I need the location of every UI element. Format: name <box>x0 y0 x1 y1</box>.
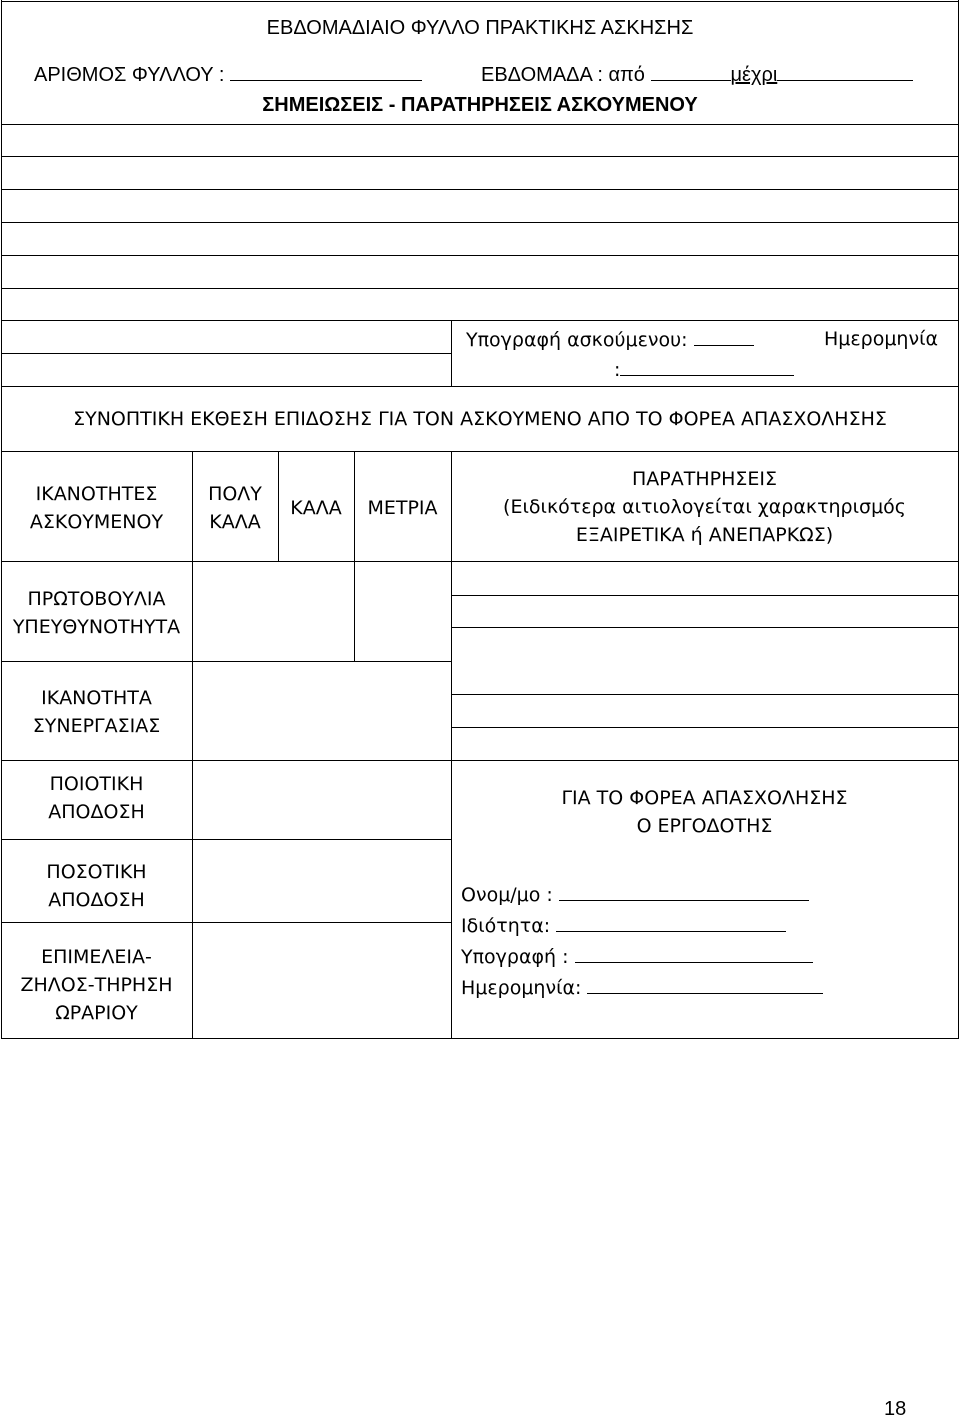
col-header-good: ΚΑΛΑ <box>290 497 342 519</box>
week-from-blank[interactable] <box>651 60 731 81</box>
trainee-date-label: Ημερομηνία <box>824 328 939 350</box>
skill-cooperation-line2: ΣΥΝΕΡΓΑΣΙΑΣ <box>32 715 161 737</box>
col-header-very-good <box>192 480 278 536</box>
remarks-line[interactable] <box>451 694 958 695</box>
employer-date-label: Ημερομηνία: <box>461 977 582 999</box>
employer-name-field[interactable] <box>461 880 809 908</box>
week-until-blank[interactable] <box>777 60 913 81</box>
col-header-remarks-line2: (Ειδικότερα αιτιολογείται χαρακτηρισμός <box>503 496 906 518</box>
skill-row-line <box>1 760 959 761</box>
employer-heading-line2: Ο ΕΡΓΟΔΟΤΗΣ <box>636 815 773 837</box>
notes-title: ΣΗΜΕΙΩΣΕΙΣ - ΠΑΡΑΤΗΡΗΣΕΙΣ ΑΣΚΟΥΜΕΝΟΥ <box>262 94 698 116</box>
signoff-bottom-line <box>1 386 959 387</box>
frame-top <box>1 1 959 2</box>
skill-diligence-line3: ΩΡΑΡΙΟΥ <box>55 1002 138 1024</box>
col-header-very-good-line2: ΚΑΛΑ <box>209 511 261 533</box>
trainee-date-blank[interactable] <box>620 355 794 376</box>
frame-bottom <box>1 1038 959 1039</box>
notes-line[interactable] <box>1 255 959 256</box>
skill-cooperation-line1: ΙΚΑΝΟΤΗΤΑ <box>41 687 152 709</box>
grid-col-1 <box>192 451 193 1039</box>
trainee-signature-field[interactable] <box>466 325 754 354</box>
skill-quantity-line1: ΠΟΣΟΤΙΚΗ <box>46 861 147 883</box>
sheet-number-field[interactable] <box>34 60 422 89</box>
col-header-very-good-line1: ΠΟΛΥ <box>208 483 262 505</box>
employer-date-field[interactable] <box>461 973 823 1001</box>
trainee-signature-blank[interactable] <box>694 325 754 346</box>
skill-quality <box>1 770 192 826</box>
notes-line[interactable] <box>1 156 959 157</box>
page-number: 18 <box>884 1398 907 1420</box>
notes-line[interactable] <box>1 189 959 190</box>
notes-line[interactable] <box>1 288 959 289</box>
sheet-number-blank[interactable] <box>230 60 422 81</box>
employer-name-label: Ονομ/μο : <box>461 884 553 906</box>
skill-quality-line2: ΑΠΟΔΟΣΗ <box>48 801 145 823</box>
col-header-remarks-line1: ΠΑΡΑΤΗΡΗΣΕΙΣ <box>632 468 777 490</box>
remarks-line[interactable] <box>451 627 958 628</box>
skill-row-line <box>1 922 452 923</box>
col-header-remarks <box>451 465 958 549</box>
skill-quality-line1: ΠΟΙΟΤΙΚΗ <box>49 773 144 795</box>
col-header-skills-line2: ΑΣΚΟΥΜΕΝΟΥ <box>29 511 164 533</box>
skill-row-line <box>1 661 452 662</box>
skill-quantity-line2: ΑΠΟΔΟΣΗ <box>48 889 145 911</box>
week-from-label: ΕΒΔΟΜΑΔΑ : από <box>481 64 645 86</box>
skill-diligence-line2: ΖΗΛΟΣ-ΤΗΡΗΣΗ <box>20 974 173 996</box>
week-until-label: μέχρι <box>730 64 778 86</box>
trainee-signature-label: Υπογραφή ασκούμενου: <box>466 329 688 351</box>
notes-line[interactable] <box>1 124 959 125</box>
employer-name-blank[interactable] <box>559 880 809 901</box>
skill-cooperation <box>1 684 192 740</box>
employer-signature-label: Υπογραφή : <box>461 946 569 968</box>
skill-diligence <box>1 943 192 1027</box>
notes-line[interactable] <box>1 320 959 321</box>
employer-capacity-label: Ιδιότητα: <box>461 915 551 937</box>
employer-heading-line1: ΓΙΑ ΤΟ ΦΟΡΕΑ ΑΠΑΣΧΟΛΗΣΗΣ <box>561 787 848 809</box>
grid-col-3 <box>354 451 355 661</box>
skill-row-line <box>1 839 452 840</box>
skill-initiative <box>1 585 192 641</box>
employer-capacity-blank[interactable] <box>556 911 786 932</box>
trainee-date-colon: : <box>614 359 621 381</box>
col-header-moderate: ΜΕΤΡΙΑ <box>367 497 438 519</box>
employer-capacity-field[interactable] <box>461 911 786 939</box>
employer-signature-blank[interactable] <box>575 942 813 963</box>
form-title: ΕΒΔΟΜΑΔΙΑΙΟ ΦΥΛΛΟ ΠΡΑΚΤΙΚΗΣ ΑΣΚΗΣΗΣ <box>266 17 694 39</box>
employer-signature-field[interactable] <box>461 942 813 970</box>
col-header-skills <box>1 480 192 536</box>
evaluation-title-line <box>1 451 959 452</box>
col-header-skills-line1: ΙΚΑΝΟΤΗΤΕΣ <box>35 483 158 505</box>
notes-line[interactable] <box>1 353 452 354</box>
skill-quantity <box>1 858 192 914</box>
remarks-line[interactable] <box>451 595 958 596</box>
employer-date-blank[interactable] <box>587 973 823 994</box>
trainee-date-field[interactable] <box>614 355 794 384</box>
remarks-line[interactable] <box>451 727 958 728</box>
employer-heading <box>451 784 958 840</box>
evaluation-title: ΣΥΝΟΠΤΙΚΗ ΕΚΘΕΣΗ ΕΠΙΔΟΣΗΣ ΓΙΑ ΤΟΝ ΑΣΚΟΥΜΕΝΟ ΑΠΟ ΤΟ ΦΟΡΕΑ ΑΠΑΣΧΟΛΗΣΗΣ <box>73 408 887 430</box>
sheet-number-label: ΑΡΙΘΜΟΣ ΦΥΛΛΟΥ : <box>34 64 225 86</box>
week-range-field[interactable] <box>481 60 913 89</box>
skill-diligence-line1: ΕΠΙΜΕΛΕΙΑ- <box>41 946 152 968</box>
skill-initiative-line1: ΠΡΩΤΟΒΟΥΛΙΑ <box>27 588 166 610</box>
header-row-line <box>1 561 959 562</box>
col-header-remarks-line3: ΕΞΑΙΡΕΤΙΚΑ ή ΑΝΕΠΑΡΚΩΣ) <box>575 524 834 546</box>
notes-line[interactable] <box>1 222 959 223</box>
skill-initiative-line2: ΥΠΕΥΘΥΝΟΤΗΥΤΑ <box>12 616 181 638</box>
signoff-divider <box>451 320 452 386</box>
